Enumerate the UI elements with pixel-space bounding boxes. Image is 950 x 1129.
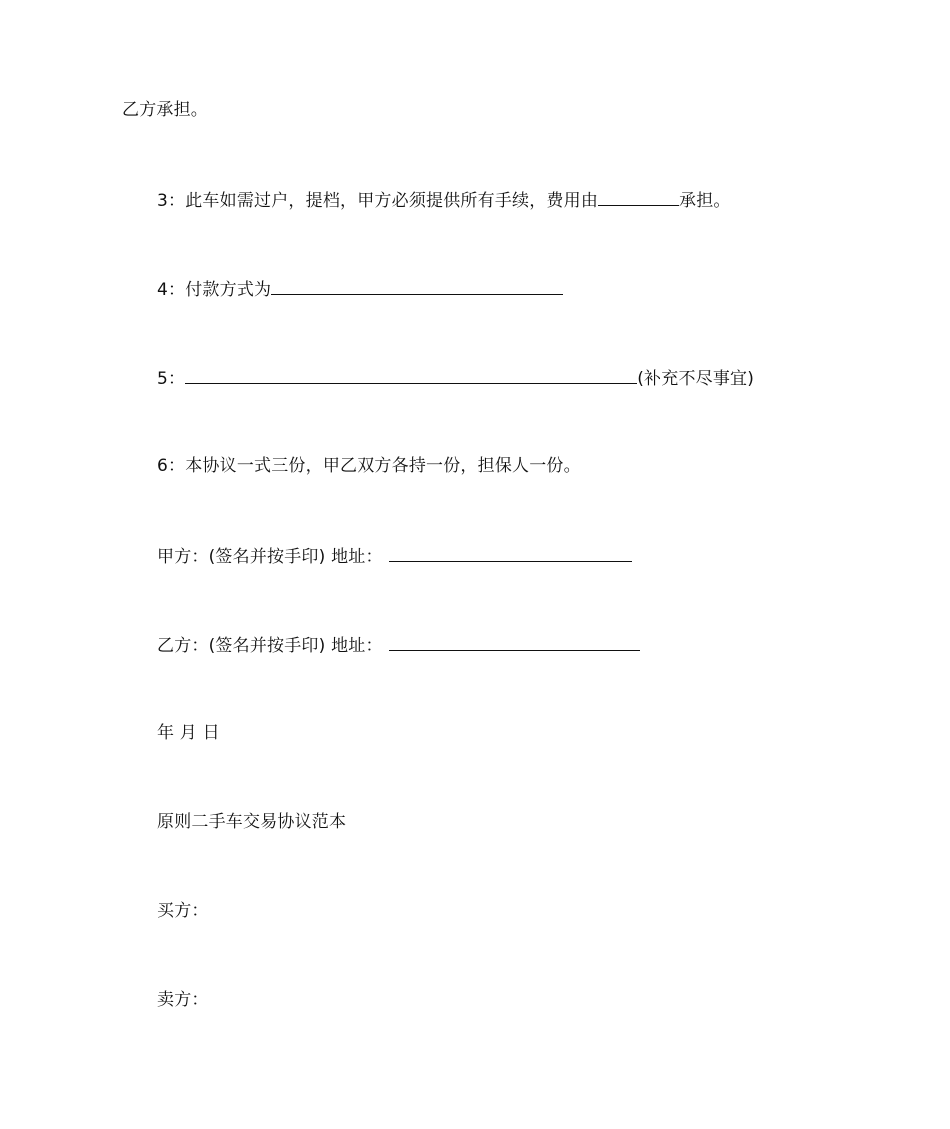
supplementary-blank[interactable] — [185, 366, 637, 384]
party-b-address-blank[interactable] — [389, 633, 640, 651]
template-title-text: 原则二手车交易协议范本 — [157, 812, 347, 832]
seller-line — [157, 989, 209, 1011]
party-b-signature-line — [157, 633, 640, 657]
clause-3-blank[interactable] — [598, 188, 679, 206]
clause-4 — [157, 277, 563, 301]
party-a-signature-line — [157, 544, 632, 568]
party-a-label: 甲方：(签名并按手印) 地址： — [157, 547, 383, 567]
party-b-label: 乙方：(签名并按手印) 地址： — [157, 636, 383, 656]
date-text: 年 月 日 — [157, 723, 220, 743]
clause-5 — [157, 366, 754, 390]
party-a-address-blank[interactable] — [389, 544, 632, 562]
clause-5-text: 5： — [157, 369, 186, 389]
clause-3-text: 3：此车如需过户，提档，甲方必须提供所有手续，费用由 — [157, 191, 599, 211]
date-line — [157, 722, 220, 744]
clause-4-text: 4：付款方式为 — [157, 280, 272, 300]
seller-label: 卖方： — [157, 990, 209, 1010]
payment-method-blank[interactable] — [271, 277, 563, 295]
clause-3-suffix: 承担。 — [679, 191, 731, 211]
buyer-line — [157, 900, 209, 922]
clause-6-text: 6：本协议一式三份，甲乙双方各持一份，担保人一份。 — [157, 456, 581, 476]
intro-text: 乙方承担。 — [122, 100, 208, 120]
template-title — [157, 811, 346, 833]
buyer-label: 买方： — [157, 901, 209, 921]
clause-6 — [157, 455, 581, 477]
clause-3 — [157, 188, 731, 212]
intro-line — [122, 99, 208, 121]
clause-5-suffix: (补充不尽事宜) — [637, 369, 755, 389]
